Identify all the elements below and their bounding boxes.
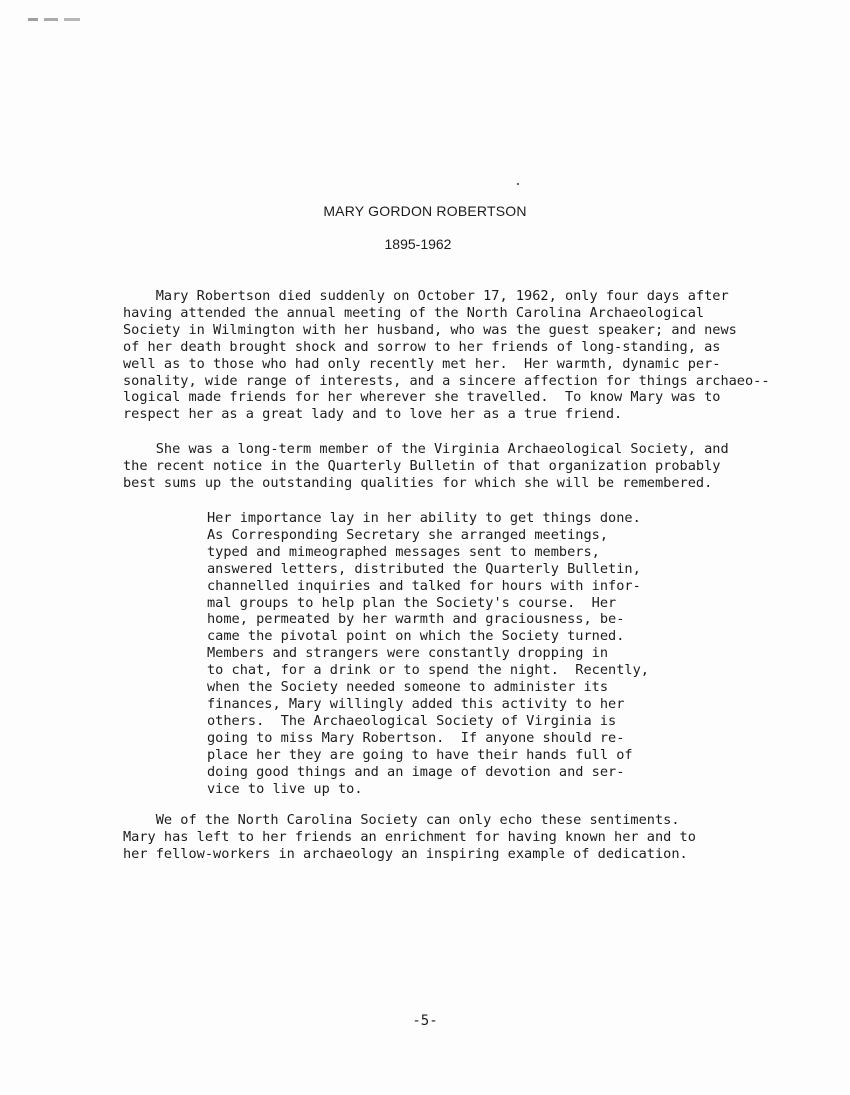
- document-title: MARY GORDON ROBERTSON: [323, 203, 527, 219]
- paragraph-3: We of the North Carolina Society can only echo these sentiments. Mary has left to her friends an enrichment for having known her and to her fellow-workers in archaeology an inspiring example of dedication.: [123, 812, 696, 862]
- page-number: -5-: [412, 1013, 438, 1029]
- block-quotation: Her importance lay in her ability to get things done. As Corresponding Secretary she arranged meetings, typed and mimeographed messages sent to members, answered letters, distributed the Quarterly Bulletin, channelled inquiries and talked for hours with infor- mal groups to help plan the Society's course. Her home, permeated by her warmth and graciousness, be- came the pivotal point on which the Society turned. Members and strangers were constantly dropping in to chat, for a drink or to spend the night. Recently, when the Society needed someone to administer its finances, Mary willingly added this activity to her others. The Archaeological Society of Virginia is going to miss Mary Robertson. If anyone should re- place her they are going to have their hands full of doing good things and an image of devotion and ser- vice to live up to.: [207, 510, 649, 797]
- paragraph-1: Mary Robertson died suddenly on October 17, 1962, only four days after having attended the annual meeting of the North Carolina Archaeological Society in Wilmington with her husband, who was the guest speaker; and news of her death brought shock and sorrow to her friends of long-standing, as well as to those who had only recently met her. Her warmth, dynamic per- sonality, wide range of interests, and a sincere affection for things archaeo-- logical made friends for her wherever she travelled. To know Mary was to respect her as a great lady and to love her as a true friend.: [123, 288, 770, 423]
- life-dates: 1895-1962: [384, 236, 452, 252]
- paragraph-2: She was a long-term member of the Virginia Archaeological Society, and the recent notice in the Quarterly Bulletin of that organization probably best sums up the outstanding qualities for which she will be remembered.: [123, 441, 729, 491]
- paper-speck: [517, 183, 519, 185]
- corner-mark: [28, 18, 80, 21]
